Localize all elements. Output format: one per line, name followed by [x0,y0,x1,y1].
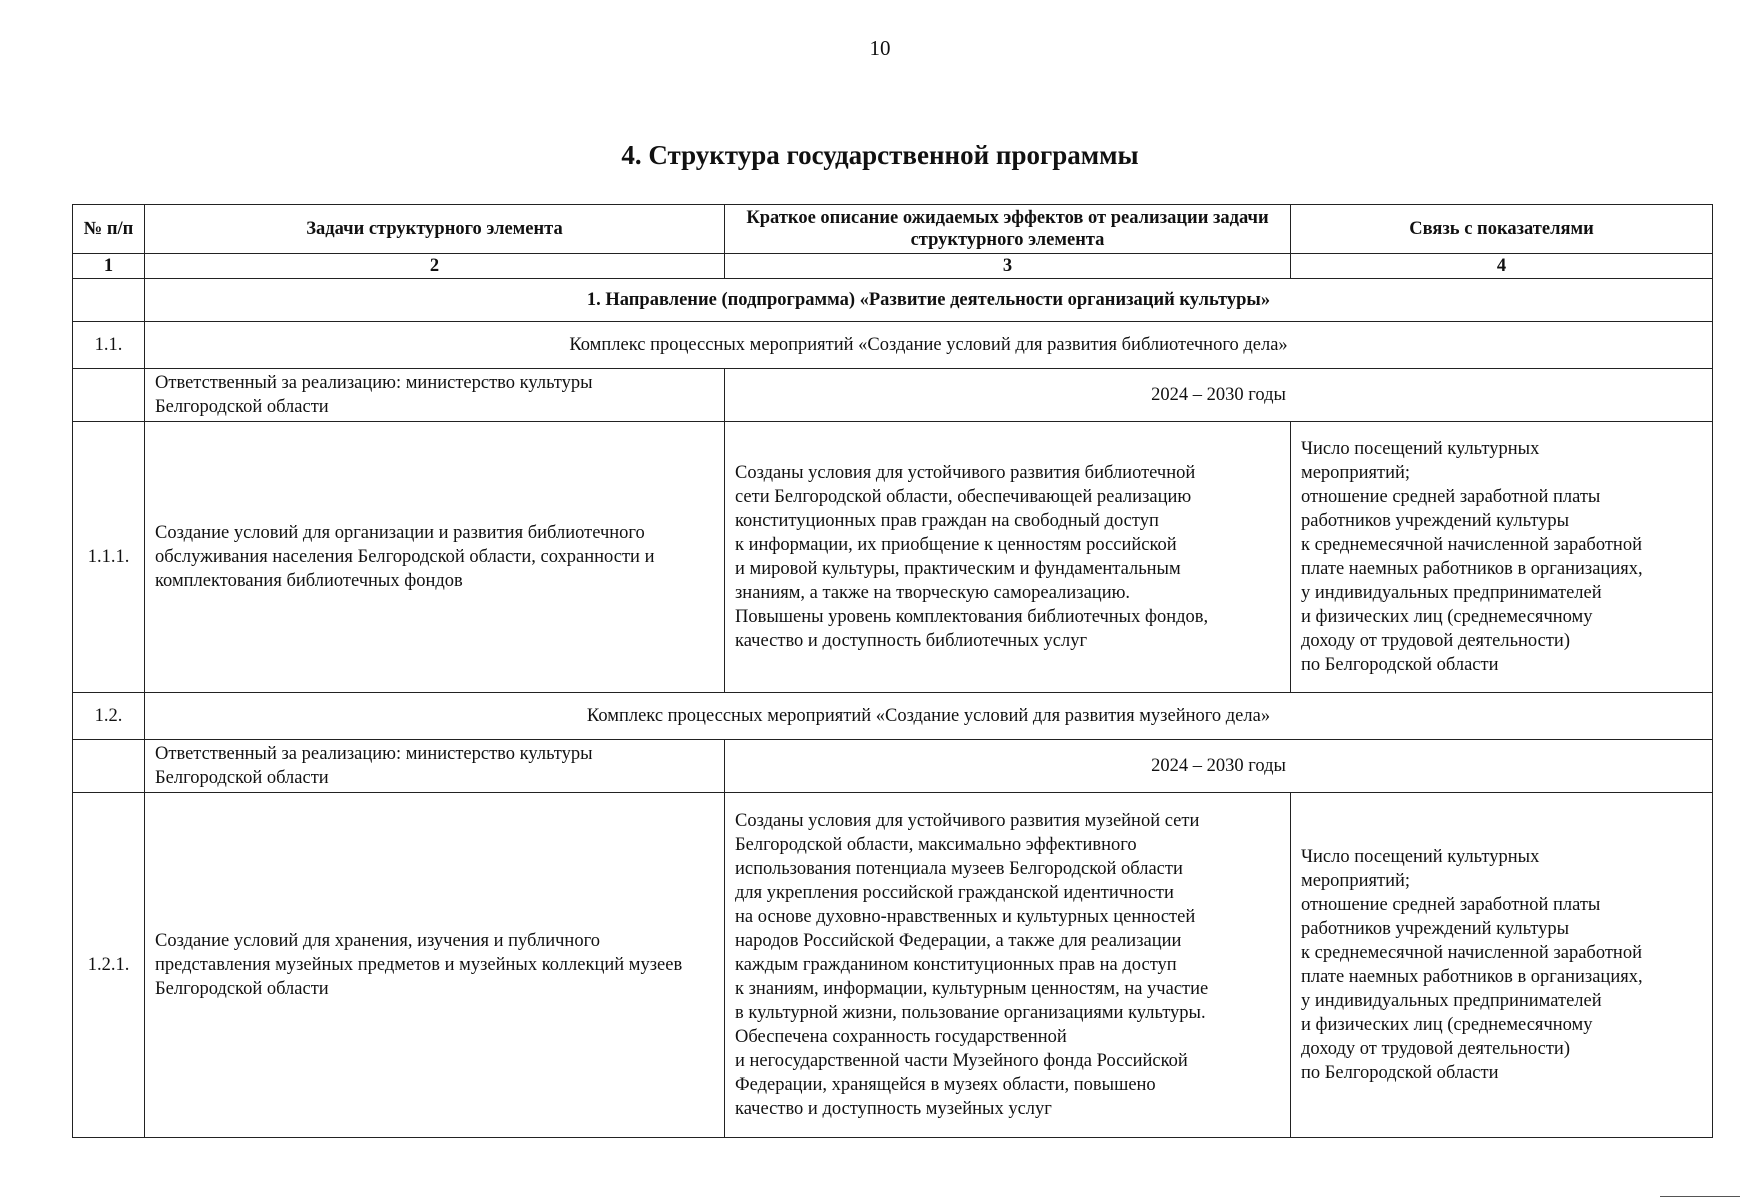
responsible-row-1-2 [73,740,1713,793]
period-text: 2024 – 2030 годы [725,740,1713,793]
task-text: Создание условий для хранения, изучения и публичного представления музейных предметов и музейных коллекций музеев Белгородской области [145,793,725,1138]
page-title: 4. Структура государственной программы [621,140,1139,170]
direction-title: 1. Направление (подпрограмма) «Развитие деятельности организаций культуры» [145,279,1713,322]
row-number: 1.1.1. [73,422,145,693]
column-numbers-row [73,254,1713,279]
task-text: Создание условий для организации и развития библиотечного обслуживания населения Белгородской области, сохранности и комплектования библиотечных фондов [145,422,725,693]
column-number: 4 [1291,254,1713,279]
header-tasks: Задачи структурного элемента [145,205,725,254]
column-number: 2 [145,254,725,279]
task-row-1-1-1 [73,422,1713,693]
empty-cell [73,740,145,793]
period-text: 2024 – 2030 годы [725,369,1713,422]
row-number: 1.1. [73,322,145,369]
column-number: 1 [73,254,145,279]
complex-title: Комплекс процессных мероприятий «Создание условий для развития библиотечного дела» [145,322,1713,369]
table-header-row [73,205,1713,254]
complex-title: Комплекс процессных мероприятий «Создание условий для развития музейного дела» [145,693,1713,740]
direction-row [73,279,1713,322]
scan-mark-line [1660,1196,1740,1197]
header-link: Связь с показателями [1291,205,1713,254]
indicators-text: Число посещений культурных мероприятий; отношение средней заработной платы работников учреждений культуры к среднемесячной начисленной заработной плате наемных работников в организациях, у индивидуальных предпринимателей и физических лиц (среднемесячному доходу от трудовой деятельности) по Белгородской области [1291,793,1713,1138]
indicators-text: Число посещений культурных мероприятий; отношение средней заработной платы работников учреждений культуры к среднемесячной начисленной заработной плате наемных работников в организациях, у индивидуальных предпринимателей и физических лиц (среднемесячному доходу от трудовой деятельности) по Белгородской области [1291,422,1713,693]
complex-row-1-2 [73,693,1713,740]
effects-text: Созданы условия для устойчивого развития музейной сети Белгородской области, максимально эффективного использования потенциала музеев Белгородской области для укрепления российской гражданской идентичности на основе духовно-нравственных и культурных ценностей народов Российской Федерации, а также для реализации каждым гражданином конституционных прав на доступ к знаниям, информации, культурным ценностям, на участие в культурной жизни, пользование организациями культуры. Обеспечена сохранность государственной и негосударственной части Музейного фонда Российской Федерации, хранящейся в музеях области, повышено качество и доступность музейных услуг [725,793,1291,1138]
page-number: 10 [869,36,891,60]
empty-cell [73,279,145,322]
row-number: 1.2.1. [73,793,145,1138]
empty-cell [73,369,145,422]
row-number: 1.2. [73,693,145,740]
column-number: 3 [725,254,1291,279]
complex-row-1-1 [73,322,1713,369]
responsible-row-1-1 [73,369,1713,422]
program-structure-table [72,204,1713,1138]
responsible-text: Ответственный за реализацию: министерство культуры Белгородской области [145,369,725,422]
task-row-1-2-1 [73,793,1713,1138]
responsible-text: Ответственный за реализацию: министерство культуры Белгородской области [145,740,725,793]
effects-text: Созданы условия для устойчивого развития библиотечной сети Белгородской области, обеспечивающей реализацию конституционных прав граждан на свободный доступ к информации, их приобщение к ценностям российской и мировой культуры, практическим и фундаментальным знаниям, а также на творческую самореализацию. Повышены уровень комплектования библиотечных фондов, качество и доступность библиотечных услуг [725,422,1291,693]
header-num: № п/п [73,205,145,254]
header-effects: Краткое описание ожидаемых эффектов от реализации задачи структурного элемента [725,205,1291,254]
